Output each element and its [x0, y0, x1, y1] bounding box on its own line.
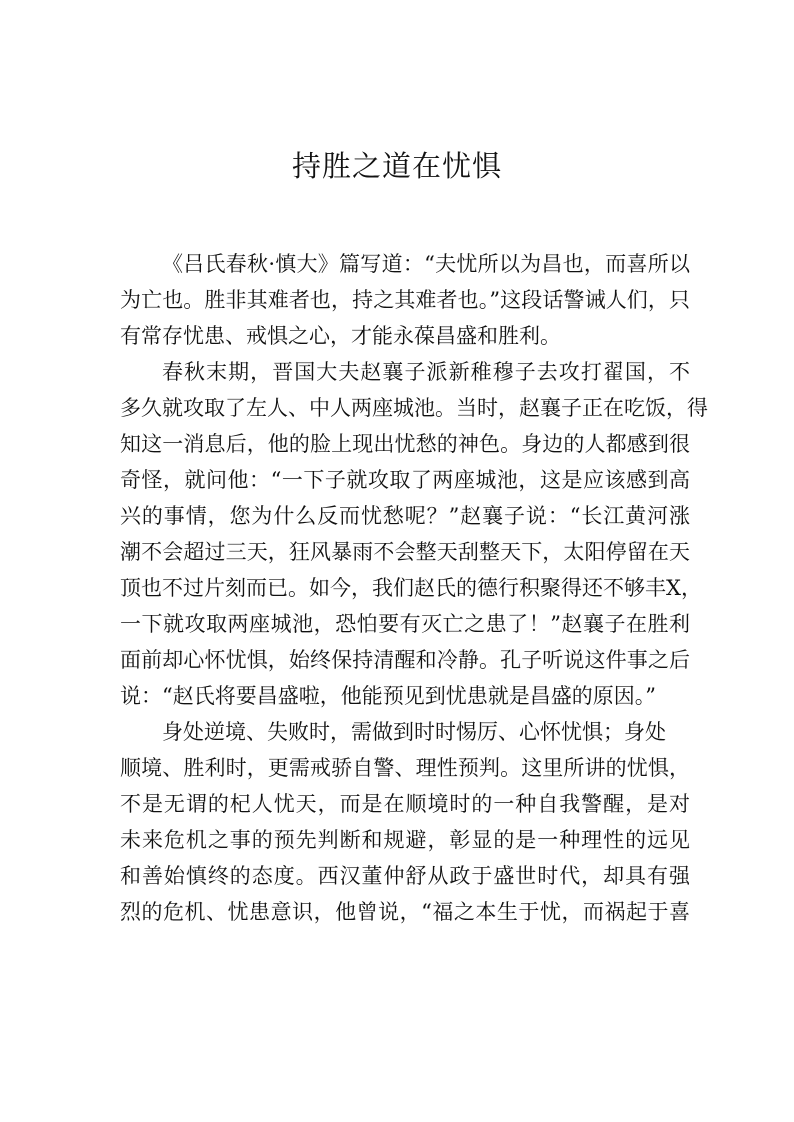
- text-line: 为亡也。胜非其难者也，持之其难者也。”这段话警诫人们，只: [120, 288, 690, 312]
- article-body: [120, 246, 708, 930]
- text-line: 顶也不过片刻而已。如今，我们赵氏的德行积聚得还不够丰X，: [120, 576, 702, 600]
- text-line: 春秋末期，晋国大夫赵襄子派新稚穆子去攻打翟国，不: [162, 360, 690, 384]
- text-line: 未来危机之事的预先判断和规避，彰显的是一种理性的远见: [120, 828, 690, 852]
- paragraph: [120, 354, 708, 714]
- text-line: 面前却心怀忧惧，始终保持清醒和冷静。孔子听说这件事之后: [120, 648, 690, 672]
- text-line: 奇怪，就问他：“一下子就攻取了两座城池，这是应该感到高: [120, 468, 690, 492]
- text-line: 身处逆境、失败时，需做到时时惕厉、心怀忧惧；身处: [162, 720, 666, 744]
- text-line: 和善始慎终的态度。西汉董仲舒从政于盛世时代，却具有强: [120, 864, 690, 888]
- text-line: 顺境、胜利时，更需戒骄自警、理性预判。这里所讲的忧惧，: [120, 756, 690, 780]
- text-line: 《吕氏春秋·慎大》篇写道：“夫忧所以为昌也，而喜所以: [162, 252, 690, 276]
- text-line: 潮不会超过三天，狂风暴雨不会整天刮整天下，太阳停留在天: [120, 540, 690, 564]
- text-line: 说：“赵氏将要昌盛啦，他能预见到忧患就是昌盛的原因。”: [120, 684, 656, 708]
- text-line: 有常存忧患、戒惧之心，才能永葆昌盛和胜利。: [120, 324, 561, 348]
- text-line: 知这一消息后，他的脸上现出忧愁的神色。身边的人都感到很: [120, 432, 690, 456]
- paragraph: [120, 246, 690, 354]
- text-line: 兴的事情，您为什么反而忧愁呢？”赵襄子说：“长江黄河涨: [120, 504, 690, 528]
- text-line: 不是无谓的杞人忧天，而是在顺境时的一种自我警醒，是对: [120, 792, 690, 816]
- page-title: 持胜之道在忧惧: [291, 149, 502, 183]
- text-line: 多久就攻取了左人、中人两座城池。当时，赵襄子正在吃饭，得: [120, 396, 708, 420]
- text-line: 一下就攻取两座城池，恐怕要有灭亡之患了！”赵襄子在胜利: [120, 612, 690, 636]
- text-line: 烈的危机、忧患意识，他曾说，“福之本生于忧，而祸起于喜: [120, 900, 690, 924]
- paragraph: [120, 714, 690, 930]
